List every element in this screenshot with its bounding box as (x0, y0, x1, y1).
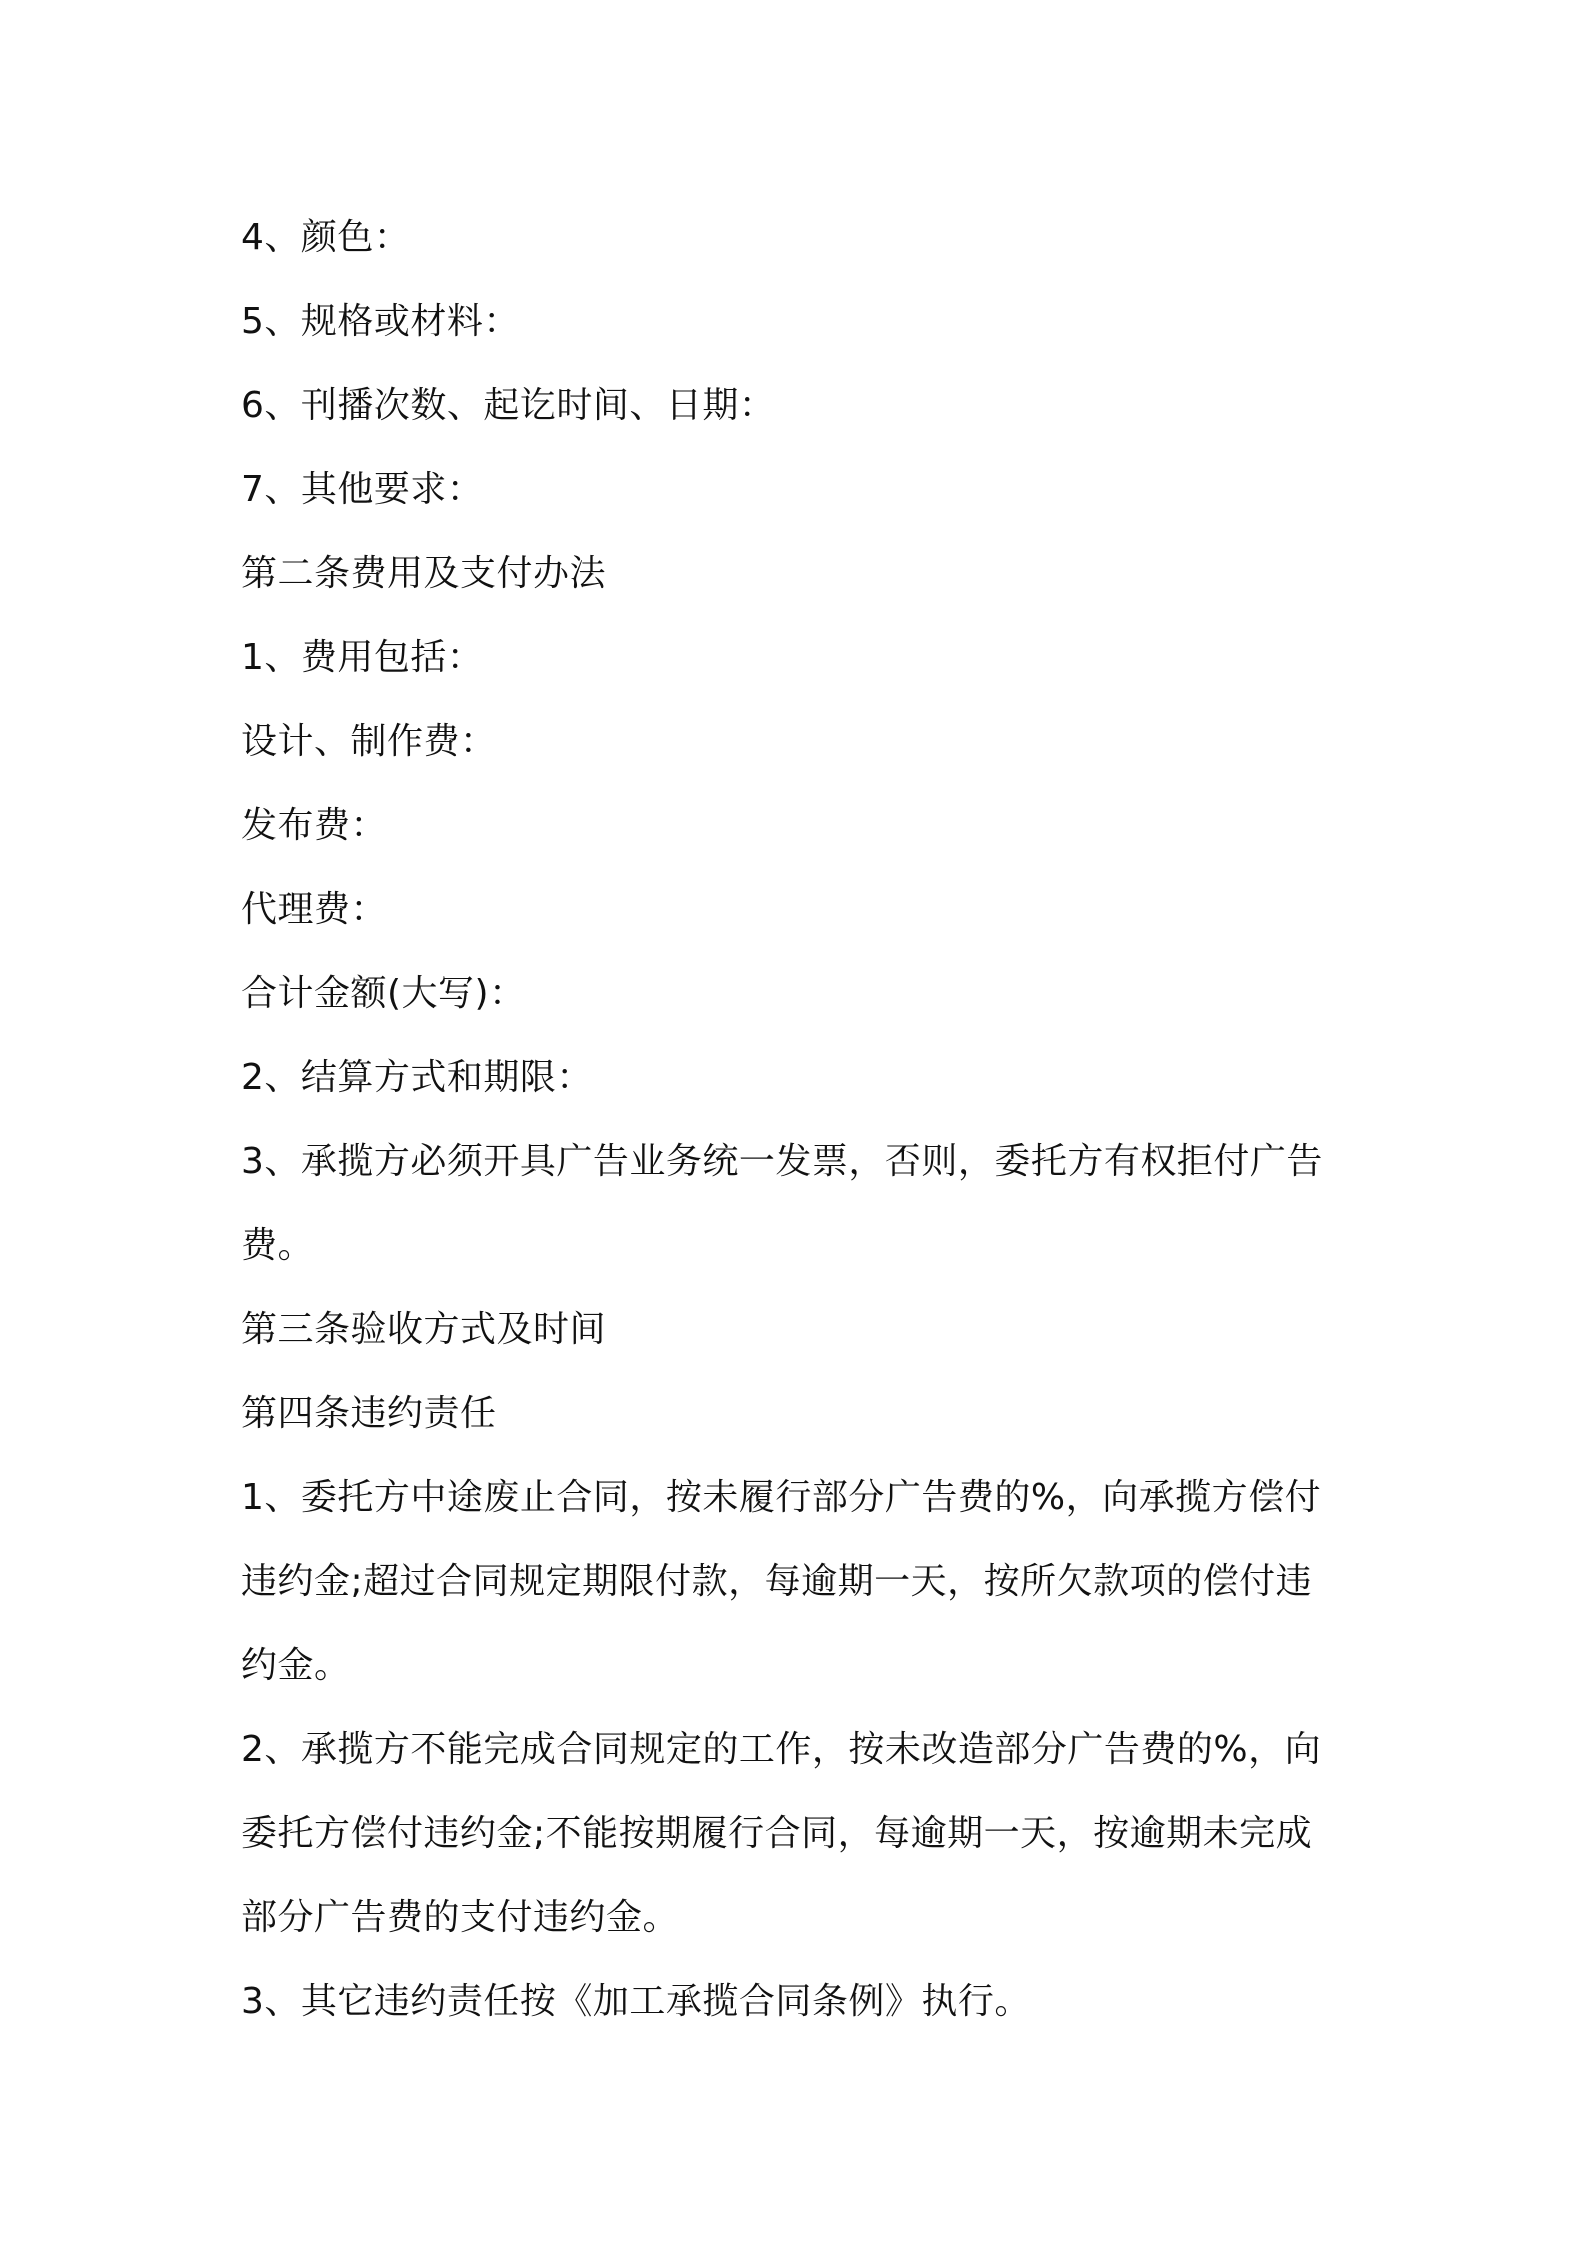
item-broadcast-schedule: 6、刊播次数、起讫时间、日期： (241, 385, 776, 426)
item-spec-material: 5、规格或材料： (241, 301, 520, 342)
publishing-fee: 发布费： (241, 805, 388, 846)
breach-clause-1-line-3: 约金。 (241, 1645, 351, 1686)
total-amount: 合计金额(大写)： (241, 973, 526, 1014)
item-color: 4、颜色： (241, 217, 411, 258)
invoice-clause-line-2: 费。 (241, 1225, 315, 1266)
article-2-heading: 第二条费用及支付办法 (241, 553, 607, 594)
breach-clause-2-line-3: 部分广告费的支付违约金。 (241, 1897, 680, 1938)
item-other-requirements: 7、其他要求： (241, 469, 484, 510)
invoice-clause-line-1: 3、承揽方必须开具广告业务统一发票，否则，委托方有权拒付广告 (241, 1141, 1323, 1182)
breach-clause-3: 3、其它违约责任按《加工承揽合同条例》执行。 (241, 1981, 1031, 2022)
breach-clause-1-line-1: 1、委托方中途废止合同，按未履行部分广告费的%，向承揽方偿付 (241, 1477, 1322, 1518)
fees-include: 1、费用包括： (241, 637, 484, 678)
breach-clause-1-line-2: 违约金;超过合同规定期限付款，每逾期一天，按所欠款项的偿付违 (241, 1561, 1313, 1602)
settlement-terms: 2、结算方式和期限： (241, 1057, 593, 1098)
breach-clause-2-line-1: 2、承揽方不能完成合同规定的工作，按未改造部分广告费的%，向 (241, 1729, 1322, 1770)
article-4-heading: 第四条违约责任 (241, 1393, 497, 1434)
document-body (241, 196, 1361, 2044)
agency-fee: 代理费： (241, 889, 388, 930)
design-production-fee: 设计、制作费： (241, 721, 497, 762)
breach-clause-2-line-2: 委托方偿付违约金;不能按期履行合同，每逾期一天，按逾期未完成 (241, 1813, 1313, 1854)
article-3-heading: 第三条验收方式及时间 (241, 1309, 607, 1350)
